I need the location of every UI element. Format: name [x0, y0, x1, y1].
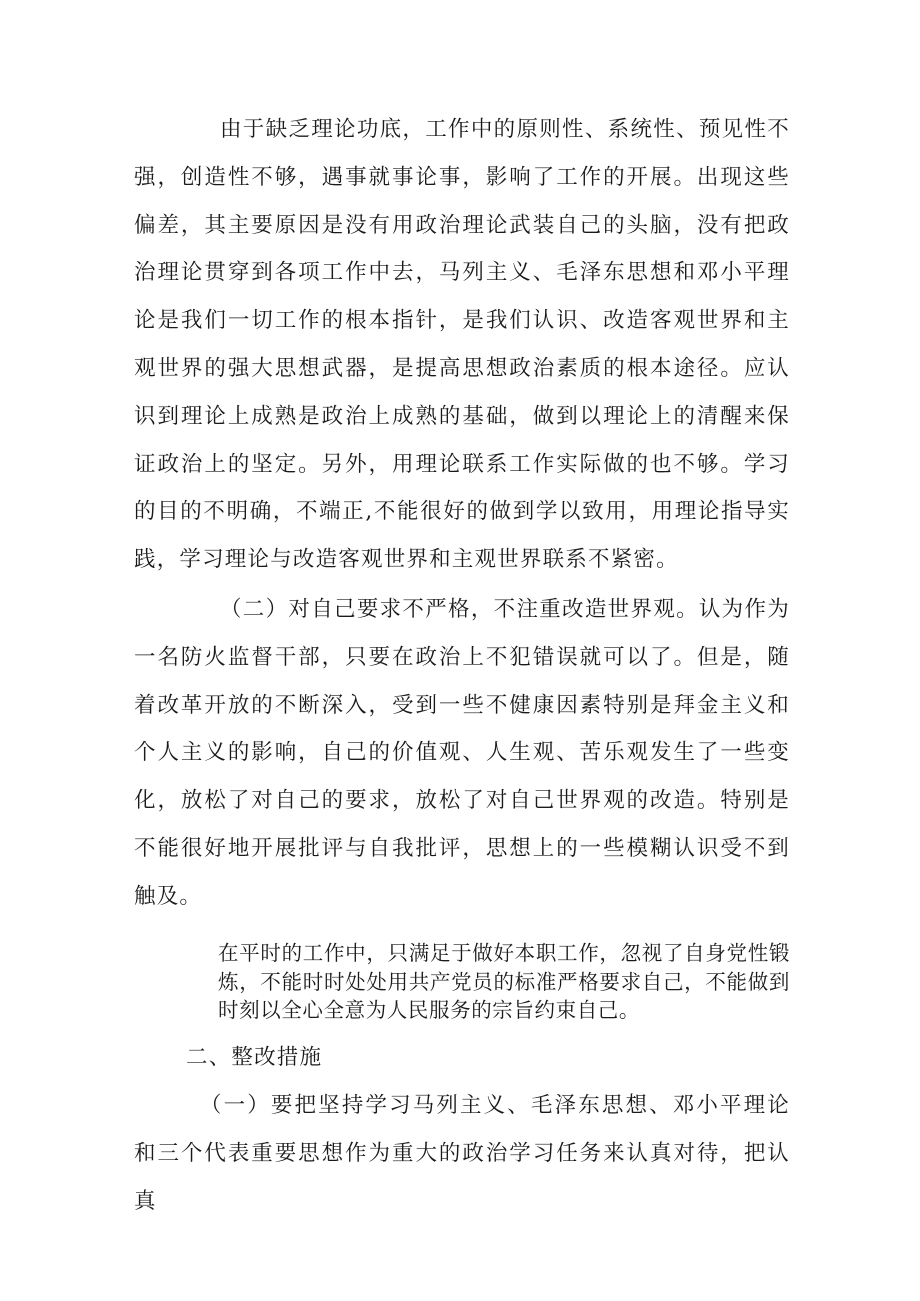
paragraph-section-two-self-requirements: （二）对自己要求不严格，不注重改造世界观。认为作为一名防火监督干部，只要在政治上不犯错误就可以了。但是，随着改革开放的不断深入，受到一些不健康因素特别是拜金主义和个人主义的影响，自己的价值观、人生观、苦乐观发生了一些变化，放松了对自己的要求，放松了对自己世界观的改造。特别是不能很好地开展批评与自我批评，思想上的一些模糊认识受不到触及。: [134, 597, 790, 909]
paragraph-measure-one: （一）要把坚持学习马列主义、毛泽东思想、邓小平理论和三个代表重要思想作为重大的政治学习任务来认真对待，把认真: [134, 1093, 790, 1214]
heading-rectification-measures: 二、整改措施: [186, 1045, 323, 1070]
paragraph-theory-shortcomings: 由于缺乏理论功底，工作中的原则性、系统性、预见性不强，创造性不够，遇事就事论事，影响了工作的开展。出现这些偏差，其主要原因是没有用政治理论武装自己的头脑，没有把政治理论贯穿到各项工作中去，马列主义、毛泽东思想和邓小平理论是我们一切工作的根本指针，是我们认识、改造客观世界和主观世界的强大思想武器，是提高思想政治素质的根本途径。应认识到理论上成熟是政治上成熟的基础，做到以理论上的清醒来保证政治上的坚定。另外，用理论联系工作实际做的也不够。学习的目的不明确，不端正,不能很好的做到学以致用，用理论指导实践，学习理论与改造客观世界和主观世界联系不紧密。: [134, 117, 790, 573]
paragraph-party-spirit: 在平时的工作中，只满足于做好本职工作，忽视了自身党性锻炼，不能时时处处用共产党员的标准严格要求自己，不能做到时刻以全心全意为人民服务的宗旨约束自己。: [218, 941, 790, 1022]
